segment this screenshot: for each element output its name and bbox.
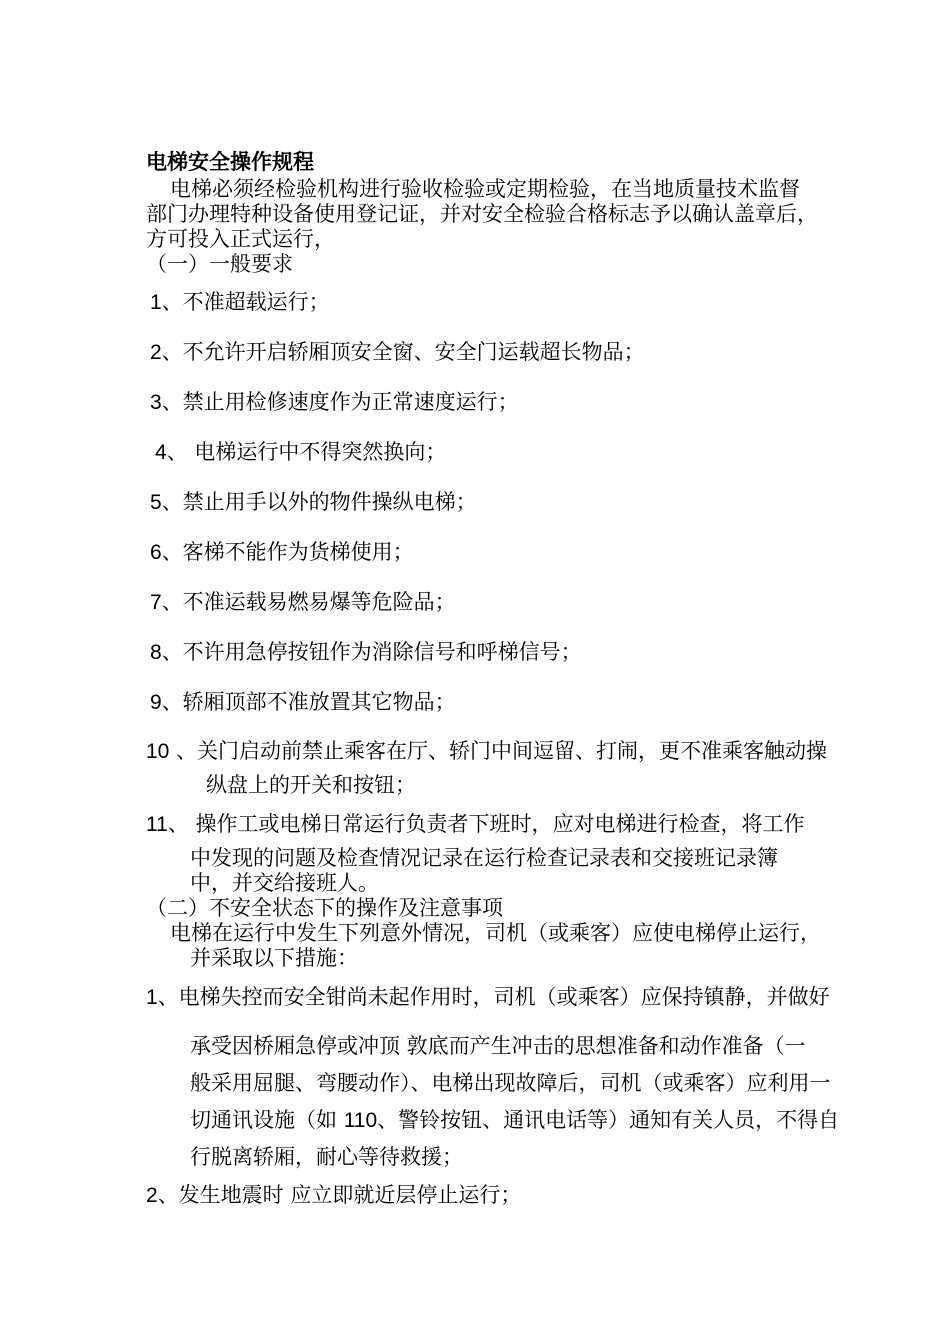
list-item-3 (150, 390, 519, 415)
item-text: 、轿厢顶部不准放置其它物品； (161, 690, 456, 714)
item-number: 1 (146, 986, 158, 1009)
section2-item-1-line-3: 般采用屈腿、弯腰动作）、电梯出现故障后，司机（或乘客）应利用一 (190, 1071, 831, 1095)
list-item-7 (150, 590, 456, 615)
item-number: 1 (150, 291, 162, 314)
document-title: 电梯安全操作规程 (146, 149, 314, 174)
list-item-4 (155, 440, 446, 465)
line-text: 切通讯设施（如 (190, 1108, 344, 1132)
list-item-2 (150, 340, 645, 365)
item-number: 3 (150, 391, 162, 414)
section2-heading: （二）不安全状态下的操作及注意事项 (146, 896, 503, 920)
list-item-8 (150, 640, 582, 665)
item-text: 、不许用急停按钮作为消除信号和呼梯信号； (161, 640, 582, 664)
section2-item-1-line-2: 承受因桥厢急停或冲顶 敦底而产生冲击的思想准备和动作准备（一 (190, 1034, 806, 1058)
intro-line-1: 电梯必须经检验机构进行验收检验或定期检验，在当地质量技术监督 (170, 177, 800, 201)
item-text: 、客梯不能作为货梯使用； (161, 540, 414, 564)
section2-item-1 (146, 985, 830, 1010)
phone-number: 110 (343, 1109, 378, 1132)
item-number: 10 (146, 740, 170, 763)
item-text: 、不准超载运行； (161, 290, 330, 314)
item-text: 、禁止用手以外的物件操纵电梯； (161, 490, 477, 514)
item-number: 11 (146, 813, 168, 836)
list-item-9 (150, 690, 456, 715)
list-item-11 (146, 812, 805, 837)
item-number: 5 (150, 491, 162, 514)
line-text: 、警铃按钮、通讯电话等）通知有关人员，不得自 (377, 1108, 840, 1132)
item-number: 2 (150, 341, 162, 364)
item-number: 6 (150, 541, 162, 564)
section2-intro-line-1: 电梯在运行中发生下列意外情况，司机（或乘客）应使电梯停止运行， (170, 921, 821, 945)
item-text: 、关门启动前禁止乘客在厅、轿门中间逗留、打闹，更不准乘客触动操 (169, 739, 828, 763)
item-text: 、禁止用检修速度作为正常速度运行； (161, 390, 519, 414)
list-item-10 (146, 739, 827, 764)
list-item-5 (150, 490, 477, 515)
item-number: 4 (155, 441, 167, 464)
item-text: 、发生地震时 应立即就近层停止运行； (157, 1183, 522, 1207)
item-number: 7 (150, 591, 162, 614)
list-item-6 (150, 540, 414, 565)
intro-line-3: 方可投入正式运行， (146, 227, 335, 251)
item-number: 9 (150, 691, 162, 714)
section1-heading: （一）一般要求 (146, 252, 293, 276)
section2-item-1-line-4 (190, 1108, 839, 1133)
list-item-10-continued: 纵盘上的开关和按钮； (206, 773, 416, 797)
intro-line-2: 部门办理特种设备使用登记证，并对安全检验合格标志予以确认盖章后， (146, 202, 818, 226)
section2-item-1-line-5: 行脱离轿厢，耐心等待救援； (190, 1145, 463, 1169)
list-item-1 (150, 290, 330, 315)
item-text: 、不准运载易燃易爆等危险品； (161, 590, 456, 614)
list-item-11-continued-2: 中，并交给接班人。 (190, 871, 379, 895)
item-number: 2 (146, 1184, 158, 1207)
item-text: 、 操作工或电梯日常运行负责者下班时，应对电梯进行检查，将工作 (167, 812, 805, 836)
section2-intro-line-2: 并采取以下措施： (190, 946, 358, 970)
item-number: 8 (150, 641, 162, 664)
section2-item-2 (146, 1183, 521, 1208)
item-text: 、 电梯运行中不得突然换向； (166, 440, 447, 464)
item-text: 、不允许开启轿厢顶安全窗、安全门运载超长物品； (161, 340, 645, 364)
item-text: 、电梯失控而安全钳尚未起作用时，司机（或乘客）应保持镇静，并做好 (157, 985, 830, 1009)
list-item-11-continued: 中发现的问题及检查情况记录在运行检查记录表和交接班记录簿 (190, 846, 778, 870)
